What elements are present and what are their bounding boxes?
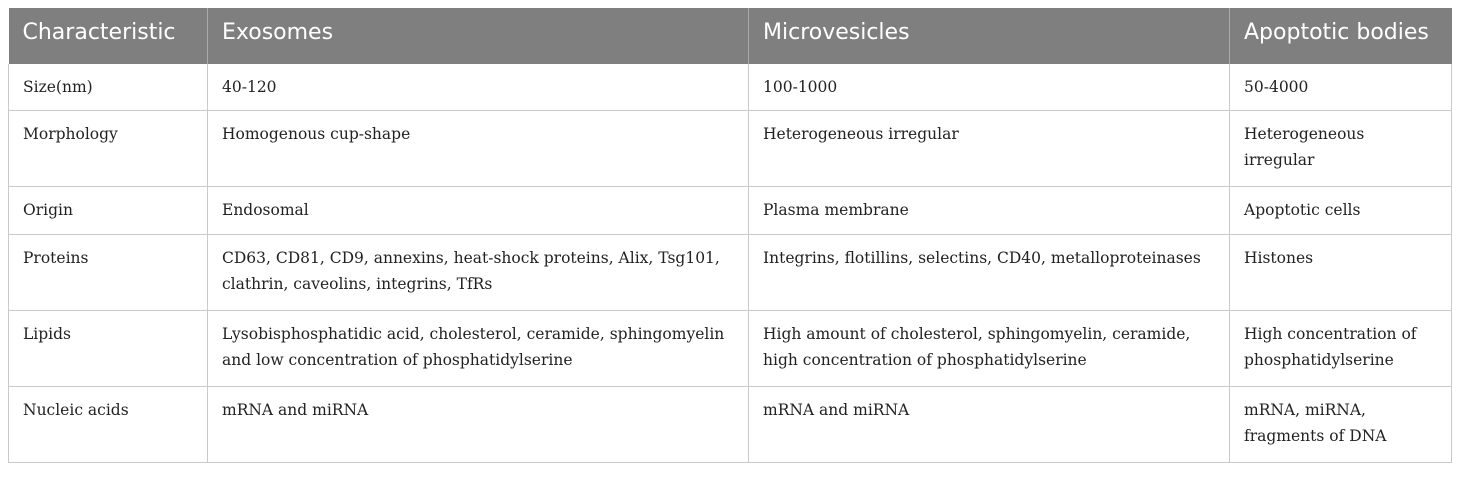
apoptotic-bodies-cell: mRNA, miRNA, fragments of DNA	[1230, 387, 1452, 463]
comparison-table-container	[8, 8, 1451, 463]
exosomes-cell: Lysobisphosphatidic acid, cholesterol, ceramide, sphingomyelin and low concentration of phosphatidylserine	[208, 311, 749, 387]
table-row	[9, 111, 1452, 187]
microvesicles-cell: 100-1000	[749, 64, 1230, 111]
table-row	[9, 187, 1452, 235]
apoptotic-bodies-cell: Histones	[1230, 235, 1452, 311]
row-label: Lipids	[9, 311, 208, 387]
microvesicles-cell: High amount of cholesterol, sphingomyelin, ceramide, high concentration of phosphatidylserine	[749, 311, 1230, 387]
microvesicles-cell: mRNA and miRNA	[749, 387, 1230, 463]
header-microvesicles: Microvesicles	[749, 8, 1230, 64]
exosomes-cell: 40-120	[208, 64, 749, 111]
row-label: Origin	[9, 187, 208, 235]
table-row	[9, 235, 1452, 311]
header-exosomes: Exosomes	[208, 8, 749, 64]
exosomes-cell: CD63, CD81, CD9, annexins, heat-shock proteins, Alix, Tsg101, clathrin, caveolins, integrins, TfRs	[208, 235, 749, 311]
exosomes-cell: Homogenous cup-shape	[208, 111, 749, 187]
apoptotic-bodies-cell: High concentration of phosphatidylserine	[1230, 311, 1452, 387]
microvesicles-cell: Integrins, flotillins, selectins, CD40, metalloproteinases	[749, 235, 1230, 311]
table-row	[9, 387, 1452, 463]
extracellular-vesicle-comparison-table	[8, 8, 1452, 463]
apoptotic-bodies-cell: Heterogeneous irregular	[1230, 111, 1452, 187]
table-header	[9, 8, 1452, 64]
header-apoptotic-bodies: Apoptotic bodies	[1230, 8, 1452, 64]
header-characteristic: Characteristic	[9, 8, 208, 64]
header-row	[9, 8, 1452, 64]
table-row	[9, 311, 1452, 387]
apoptotic-bodies-cell: Apoptotic cells	[1230, 187, 1452, 235]
table-body	[9, 64, 1452, 463]
exosomes-cell: mRNA and miRNA	[208, 387, 749, 463]
row-label: Morphology	[9, 111, 208, 187]
apoptotic-bodies-cell: 50-4000	[1230, 64, 1452, 111]
exosomes-cell: Endosomal	[208, 187, 749, 235]
row-label: Size(nm)	[9, 64, 208, 111]
row-label: Nucleic acids	[9, 387, 208, 463]
microvesicles-cell: Heterogeneous irregular	[749, 111, 1230, 187]
microvesicles-cell: Plasma membrane	[749, 187, 1230, 235]
row-label: Proteins	[9, 235, 208, 311]
table-row	[9, 64, 1452, 111]
